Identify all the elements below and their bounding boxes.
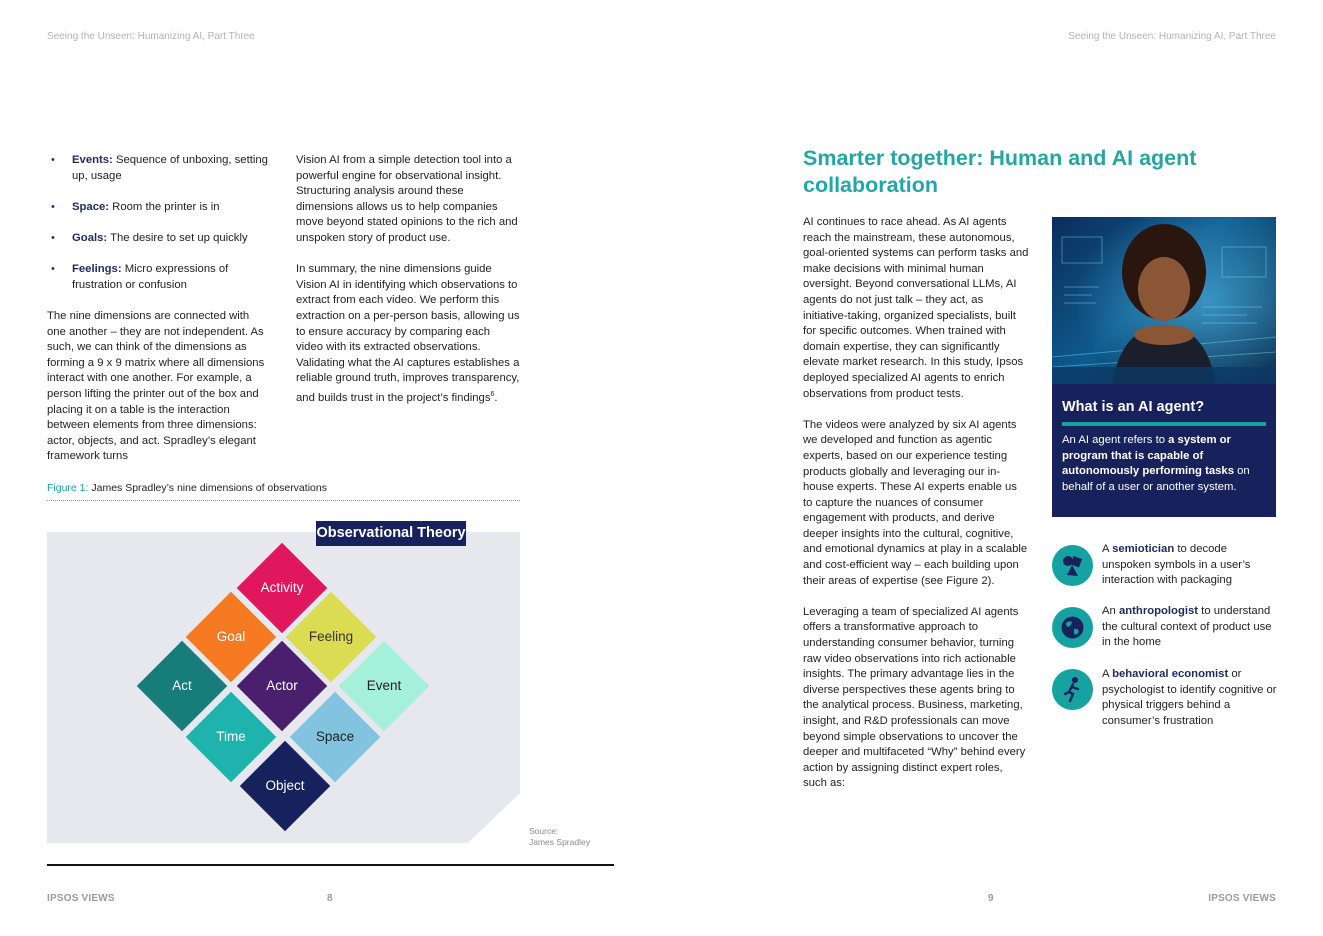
footnote-ref[interactable]: 6 [490,390,495,398]
summary-end: . [494,391,498,404]
bullet-text: Room the printer is in [109,200,220,213]
figure-caption-text: James Spradley’s nine dimensions of observations [88,482,327,494]
role-description: to understand the cultural context of product use in the home [1102,605,1272,649]
role-semiotician [1102,542,1278,589]
bullet-term: Space: [72,200,110,213]
role-anthropologist [1102,604,1278,651]
paragraph-matrix: The nine dimensions are connected with one another – they are not independent. As such, we can think of the dimensions as forming a 9 x 9 matrix where all dimensions interact with one another. For example, a person lifting the printer out of the box and placing it on a table is the interaction between elements from three dimensions: actor, objects, and act. Spradley’s elegant framework turns [47,309,265,463]
bullet-item: • Feelings: Micro expressions of frustration or confusion [51,263,229,291]
page-bottom-rule [47,864,614,866]
figure-title: Observational Theory [316,521,466,546]
label-time: Time [216,729,246,744]
source-name: James Spradley [529,837,590,847]
photo-woman-with-ai [1052,217,1276,384]
agent-box-accent-bar [1062,422,1266,426]
footer-publication-right: IPSOS VIEWS [1208,893,1276,904]
agent-box-text [1062,433,1268,495]
role-pre: An [1102,605,1119,617]
paragraph-six-agents: The videos were analyzed by six AI agents we developed and function as agentic experts, based on our experience testing products globally and leveraging our in-house experts. These AI experts enable us to capture the nuances of consumer engagement with products, and derive deeper insights into the cultural, cognitive, and emotional dynamics at play in a scalable and cost-efficient way – each building upon their areas of expertise (see Figure 2). [803,418,1028,587]
label-object: Object [265,778,305,793]
role-title: behavioral economist [1112,668,1229,680]
paragraph-vision-ai: Vision AI from a simple detection tool into a powerful engine for observational insight. Structuring analysis around these dimensions allows us to help companies move beyond stated opinions to the rich and unspoken story of product use. [296,154,518,244]
agent-def-a: An AI agent refers to [1062,434,1169,446]
left-column-1 [47,153,269,480]
role-title: anthropologist [1118,605,1199,617]
ai-agent-definition-box [1052,384,1276,517]
paragraph-leveraging: Leveraging a team of specialized AI agents offers a transformative approach to understanding consumer behavior, turning raw video observations into rich actionable insights. The primary advantage lies in the diverse perspectives these agents bring to the analytical process. Business, marketing, insight, and R&D professionals can move beyond simple observations to uncover the deeper and multifaceted “Why” behind every action by assigning distinct expert roles, such as: [803,605,1026,790]
bullet-term: Goals: [72,231,108,244]
photo-illustration [1052,217,1276,384]
role-description: to decode unspoken symbols in a user’s interaction with packaging [1102,543,1251,587]
agent-box-heading: What is an AI agent? [1062,399,1205,415]
label-event: Event [366,678,402,693]
running-header-left: Seeing the Unseen: Humanizing AI, Part Three [47,31,255,42]
summary-text: In summary, the nine dimensions guide Vision AI in identifying which observations to extract from each video. We perform this extraction on a per-person basis, allowing us to ensure accuracy by comparing each video with its extracted observations. Validating what the AI captures establishes a reliable ground truth, improves transparency, and builds trust in the project’s findings [296,263,520,404]
agent-def-bold: a system or program that is capable of autonomously performing tasks [1062,434,1234,478]
bullet-text: Sequence of unboxing, setting up, usage [72,154,268,182]
right-main-column [803,215,1029,808]
label-space: Space [315,729,355,744]
bullet-term: Feelings: [72,263,122,276]
role-pre: A [1102,668,1113,680]
dimension-bullet-list [47,153,269,293]
label-goal: Goal [216,629,246,644]
running-person-icon [1052,669,1093,710]
role-title: semiotician [1112,543,1175,555]
role-behavioral-economist [1102,667,1280,729]
footer-publication-left: IPSOS VIEWS [47,893,115,904]
figure-label: Figure 1: [47,482,89,494]
label-actor: Actor [266,678,298,693]
label-act: Act [172,678,192,693]
agent-def-b: on behalf of a user or another system. [1062,465,1250,493]
bullet-item: • Events: Sequence of unboxing, setting up, usage [51,154,268,182]
shapes-icon [1052,545,1093,586]
bullet-text: The desire to set up quickly [107,231,248,244]
footer-page-number-right: 9 [988,893,994,904]
caption-divider [47,500,520,501]
source-label: Source: [529,826,559,836]
bullet-term: Events: [72,154,113,166]
footer-page-number-left: 8 [327,893,333,904]
figure-source [529,826,590,848]
running-header-right: Seeing the Unseen: Humanizing AI, Part Three [1068,31,1276,42]
globe-icon [1052,607,1093,648]
role-description: or psychologist to identify cognitive or physical triggers behind a consumer’s frustration [1102,668,1277,727]
label-feeling: Feeling [308,629,354,644]
bullet-text: Micro expressions of frustration or confusion [72,263,229,291]
role-pre: A [1102,543,1113,555]
left-column-2 [296,153,520,422]
bullet-item: • Goals: The desire to set up quickly [51,231,248,244]
label-activity: Activity [260,580,304,595]
bullet-item: • Space: Room the printer is in [51,200,220,213]
figure-caption [47,482,520,494]
paragraph-summary [296,262,520,406]
paragraph-ai-agents: AI continues to race ahead. As AI agents reach the mainstream, these autonomous, goal-oriented systems can perform tasks and make decisions with minimal human oversight. Beyond conversational LLMs, AI agents do not just talk – they act, as initiative-taking, organized specialists, built for specific outcomes. When trained with domain expertise, they can significantly elevate market research. In this study, Ipsos deployed specialized AI agents to enrich observations from product tests. [803,216,1029,400]
section-title: Smarter together: Human and AI agent collaboration [803,146,1197,197]
